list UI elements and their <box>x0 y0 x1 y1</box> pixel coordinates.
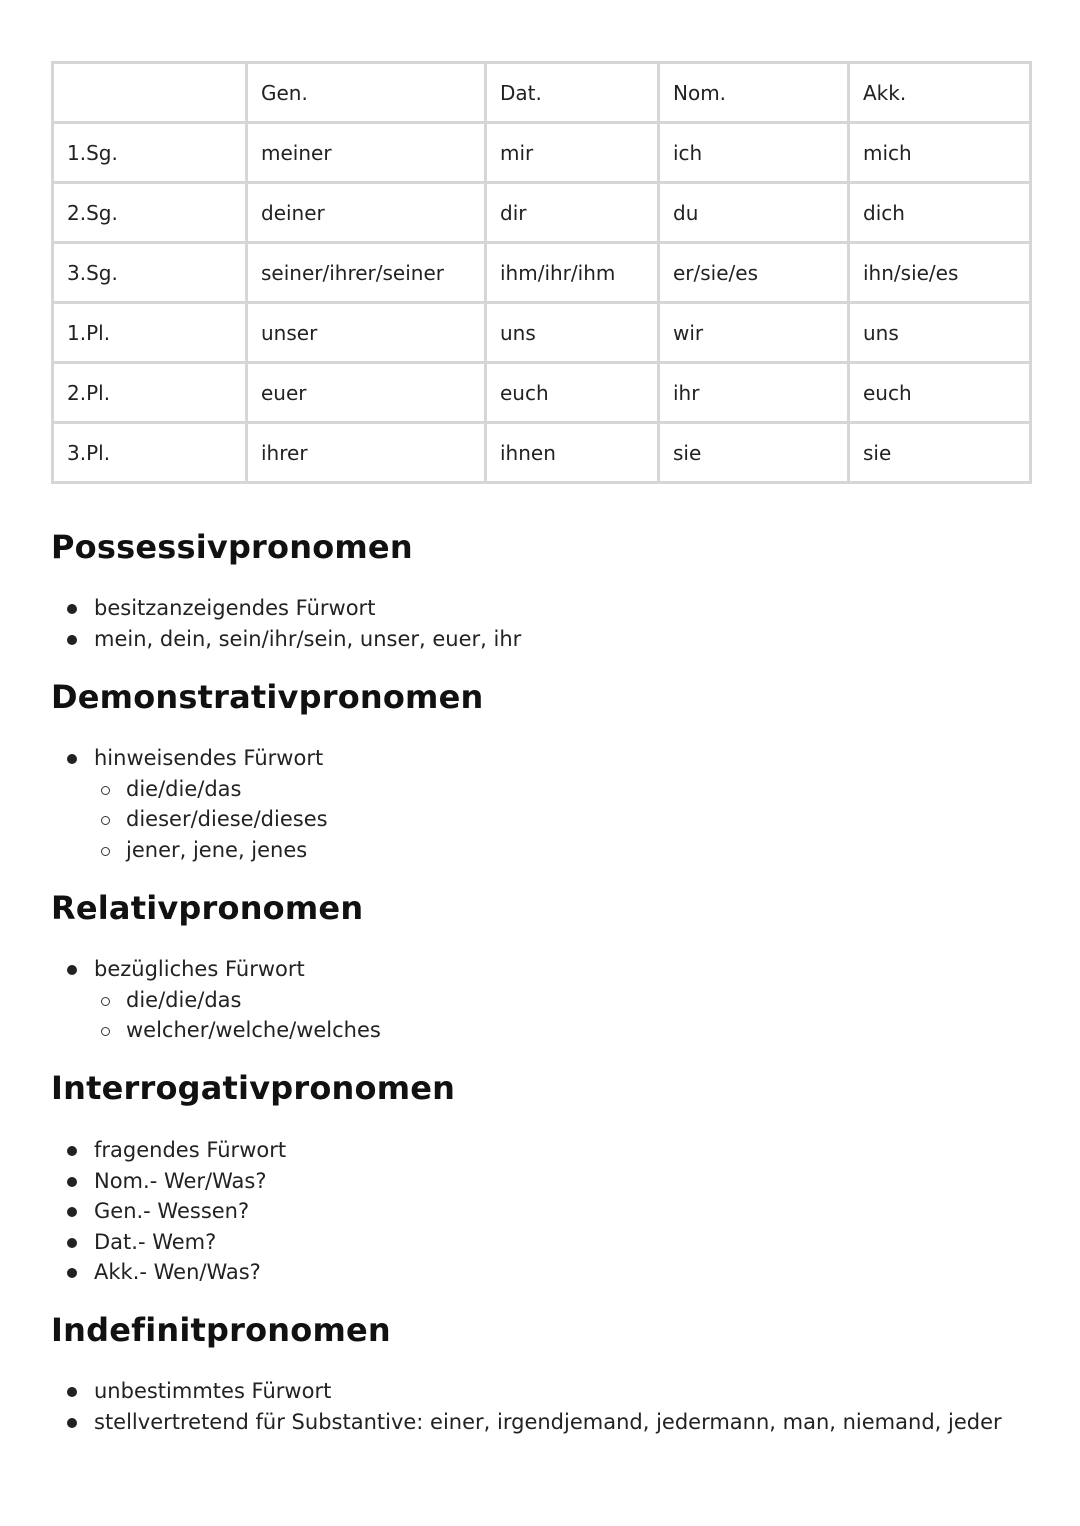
table-cell: sie <box>849 423 1031 483</box>
bullet-icon <box>67 754 77 764</box>
circle-bullet-icon <box>101 847 110 856</box>
table-row <box>53 423 1031 483</box>
bullet-icon <box>67 1387 77 1397</box>
bullet-icon <box>67 965 77 975</box>
table-cell: euch <box>486 363 659 423</box>
list-item-text: Gen.- Wessen? <box>94 1199 250 1223</box>
indefinitpronomen-list <box>65 1376 1002 1437</box>
table-row <box>53 123 1031 183</box>
table-cell: 2.Pl. <box>53 363 247 423</box>
table-cell: ihm/ihr/ihm <box>486 243 659 303</box>
list-item-text: jener, jene, jenes <box>126 837 308 862</box>
list-item-text: hinweisendes Fürwort <box>94 746 324 770</box>
list-item-text: stellvertretend für Substantive: einer, irgendjemand, jedermann, man, niemand, jeder <box>94 1409 1002 1434</box>
list-item-text: Akk.- Wen/Was? <box>94 1260 261 1284</box>
list-item-text: welcher/welche/welches <box>126 1018 381 1042</box>
bullet-icon <box>67 635 77 645</box>
list-item <box>65 743 328 774</box>
pronoun-declension-table <box>51 61 1032 484</box>
section-heading-demonstrativpronomen: Demonstrativpronomen <box>51 678 484 716</box>
list-item-text: bezügliches Fürwort <box>94 957 305 981</box>
circle-bullet-icon <box>101 997 110 1006</box>
list-item-text: die/die/das <box>126 987 242 1012</box>
table-cell: unser <box>247 303 486 363</box>
list-sub-item <box>65 835 328 866</box>
table-cell: uns <box>486 303 659 363</box>
table-cell: euer <box>247 363 486 423</box>
table-cell: ihn/sie/es <box>849 243 1031 303</box>
table-row <box>53 303 1031 363</box>
bullet-icon <box>67 1418 77 1428</box>
section-heading-interrogativpronomen: Interrogativpronomen <box>51 1069 456 1107</box>
table-cell: 3.Pl. <box>53 423 247 483</box>
list-item <box>65 1376 1002 1407</box>
bullet-icon <box>67 604 77 614</box>
circle-bullet-icon <box>101 816 110 825</box>
table-header-row <box>53 63 1031 123</box>
list-item <box>65 1196 286 1227</box>
list-item-text: Nom.- Wer/Was? <box>94 1168 267 1193</box>
circle-bullet-icon <box>101 1027 110 1036</box>
demonstrativpronomen-list <box>65 743 328 865</box>
list-item <box>65 1257 286 1288</box>
table-header-cell: Gen. <box>247 63 486 123</box>
table-cell: ihr <box>659 363 849 423</box>
list-item-text: fragendes Fürwort <box>94 1138 287 1162</box>
table-cell: wir <box>659 303 849 363</box>
table-cell: uns <box>849 303 1031 363</box>
table-header-cell <box>53 63 247 123</box>
table-cell: 1.Sg. <box>53 123 247 183</box>
table-cell: deiner <box>247 183 486 243</box>
table-cell: mich <box>849 123 1031 183</box>
table-cell: ich <box>659 123 849 183</box>
list-sub-item <box>65 985 381 1016</box>
list-item-text: unbestimmtes Fürwort <box>94 1379 332 1403</box>
table-cell: meiner <box>247 123 486 183</box>
table-cell: seiner/ihrer/seiner <box>247 243 486 303</box>
section-heading-indefinitpronomen: Indefinitpronomen <box>51 1311 391 1349</box>
list-item-text: besitzanzeigendes Fürwort <box>94 596 376 620</box>
table-cell: euch <box>849 363 1031 423</box>
table-cell: 3.Sg. <box>53 243 247 303</box>
table-cell: sie <box>659 423 849 483</box>
table-row <box>53 243 1031 303</box>
circle-bullet-icon <box>101 786 110 795</box>
table-header-cell: Nom. <box>659 63 849 123</box>
bullet-icon <box>67 1177 77 1187</box>
table-cell: 1.Pl. <box>53 303 247 363</box>
list-item <box>65 1135 286 1166</box>
bullet-icon <box>67 1146 77 1156</box>
relativpronomen-list <box>65 954 381 1046</box>
table-cell: du <box>659 183 849 243</box>
table-row <box>53 363 1031 423</box>
list-sub-item <box>65 1015 381 1046</box>
bullet-icon <box>67 1238 77 1248</box>
list-item <box>65 593 521 624</box>
list-item-text: dieser/diese/dieses <box>126 807 328 831</box>
section-heading-relativpronomen: Relativpronomen <box>51 889 364 927</box>
possessivpronomen-list <box>65 593 521 654</box>
table-row <box>53 183 1031 243</box>
table-cell: er/sie/es <box>659 243 849 303</box>
list-item <box>65 624 521 655</box>
list-item-text: mein, dein, sein/ihr/sein, unser, euer, ihr <box>94 626 522 651</box>
list-item <box>65 954 381 985</box>
table-cell: ihrer <box>247 423 486 483</box>
table-cell: 2.Sg. <box>53 183 247 243</box>
list-item-text: Dat.- Wem? <box>94 1229 217 1254</box>
table-cell: dir <box>486 183 659 243</box>
list-item <box>65 1407 1002 1438</box>
list-sub-item <box>65 804 328 835</box>
interrogativpronomen-list <box>65 1135 286 1288</box>
bullet-icon <box>67 1207 77 1217</box>
list-item <box>65 1166 286 1197</box>
table-cell: ihnen <box>486 423 659 483</box>
table-cell: mir <box>486 123 659 183</box>
bullet-icon <box>67 1268 77 1278</box>
table-header-cell: Dat. <box>486 63 659 123</box>
table-cell: dich <box>849 183 1031 243</box>
section-heading-possessivpronomen: Possessivpronomen <box>51 528 413 566</box>
list-item <box>65 1227 286 1258</box>
list-sub-item <box>65 774 328 805</box>
table-header-cell: Akk. <box>849 63 1031 123</box>
list-item-text: die/die/das <box>126 776 242 801</box>
